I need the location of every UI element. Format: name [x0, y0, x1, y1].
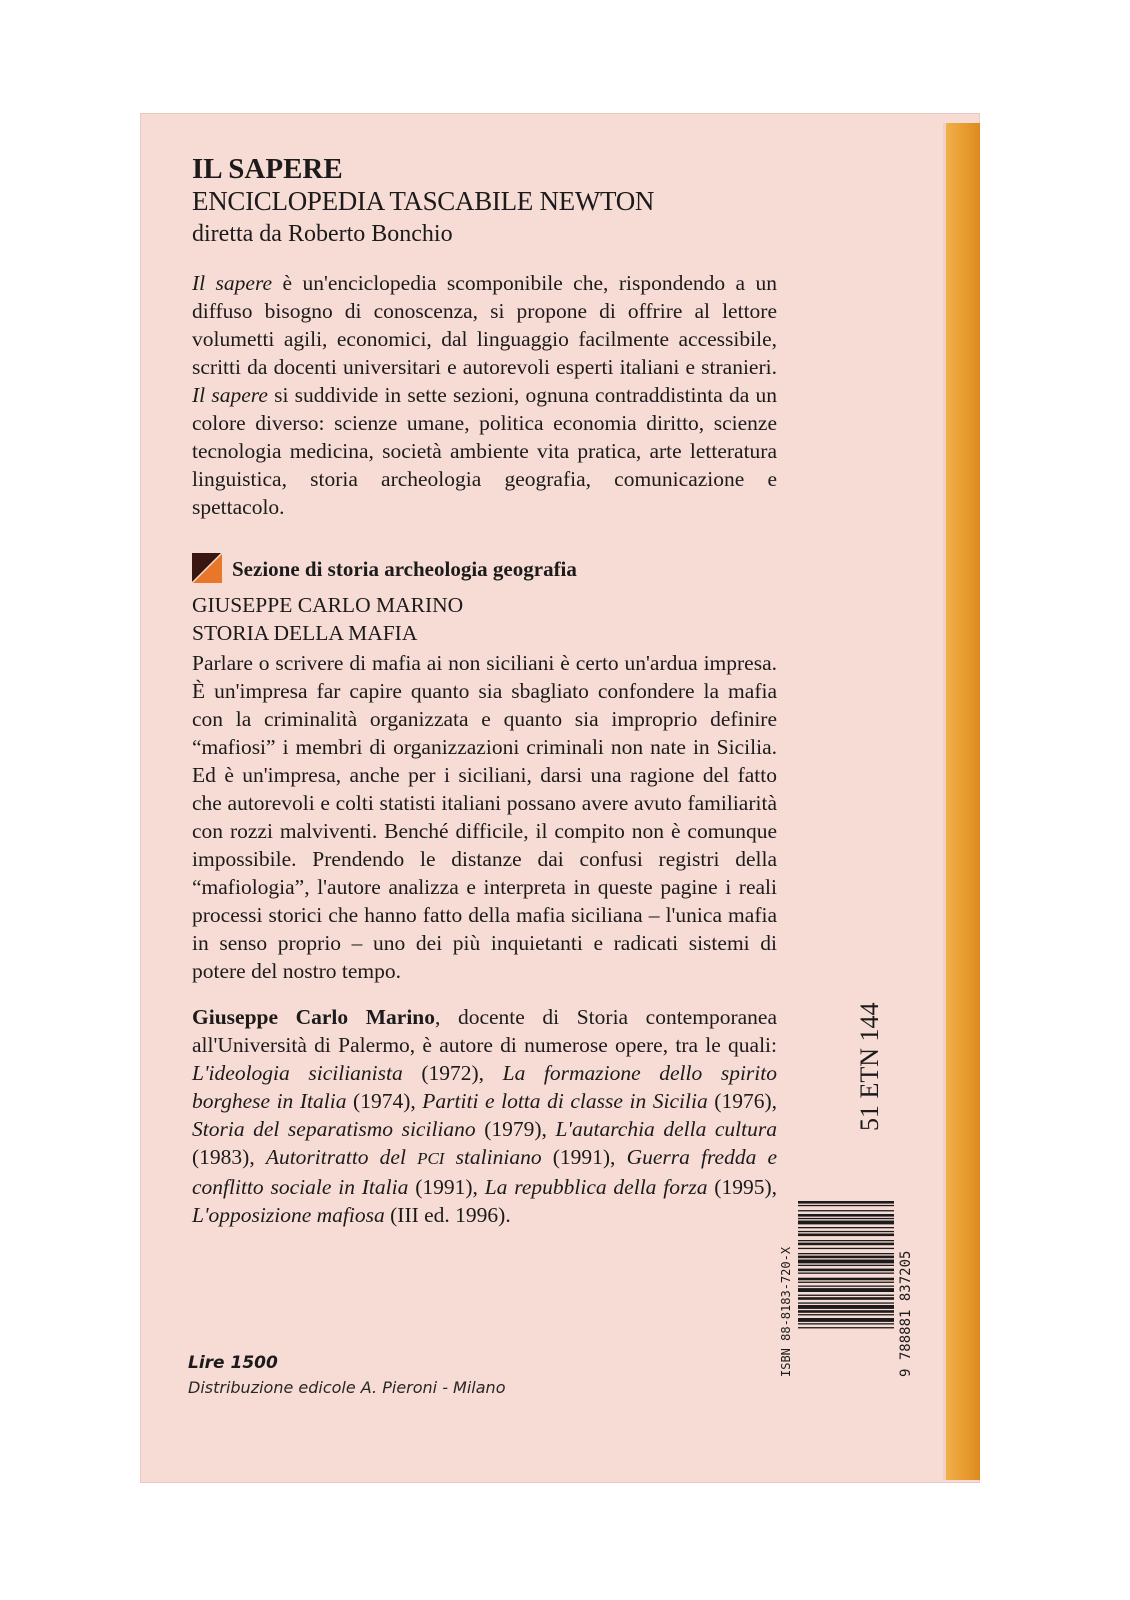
barcode-bar — [798, 1310, 894, 1313]
intro-text-1: è un'enciclopedia scomponibile che, rispondendo a un diffuso bisogno di conoscenza, si propone di offrire al lettore volumetti agili, economici, dal linguaggio facilmente accessibile, scritti da docenti universitari e autorevoli esperti italiani e stranieri. — [192, 271, 778, 379]
intro-second-italic: Il sapere — [192, 383, 268, 407]
section-label: Sezione di storia archeologia geografia — [232, 557, 577, 581]
barcode-bar — [798, 1243, 894, 1246]
bio-work-title: L'ideologia sicilianista — [192, 1061, 403, 1085]
bio-intro: , docente di Storia contemporanea all'Università di Palermo, è autore di numerose opere, tra le quali: — [192, 1005, 777, 1057]
bio-work-title: Autoritratto del — [265, 1145, 406, 1169]
barcode-bar — [798, 1314, 894, 1315]
bio-work-year: (III ed. 1996). — [384, 1203, 511, 1227]
section-heading — [192, 547, 777, 583]
barcode-bar — [798, 1234, 894, 1237]
bio-work-title-smallcaps: PCI — [417, 1149, 445, 1168]
book-back-cover — [140, 113, 980, 1483]
barcode-bar — [798, 1248, 894, 1249]
barcode-bar — [798, 1318, 894, 1322]
bio-work-title: staliniano — [455, 1145, 542, 1169]
barcode-bars — [798, 1201, 894, 1328]
bio-work-title: Guerra fredda e conflitto sociale in Italia — [192, 1145, 777, 1199]
barcode-bar — [798, 1205, 894, 1206]
intro-text-2: si suddivide in sette sezioni, ognuna contraddistinta da un colore diverso: scienze umane, politica economia diritto, scienze tecnologia medicina, società ambiente vita pratica, arte letteratura linguistica, storia archeologia geografia, comunicazione e spettacolo. — [192, 383, 778, 519]
barcode-digits: 9 788881 837205 — [898, 1250, 914, 1377]
barcode-bar — [798, 1278, 894, 1281]
bio-work-year: (1976), — [707, 1089, 777, 1113]
barcode-bar — [798, 1265, 894, 1266]
bio-work-year: (1991), — [408, 1175, 485, 1199]
intro-lead-italic: Il sapere — [192, 271, 273, 295]
barcode-bar — [798, 1305, 894, 1309]
spine-code-text: 51 ETN 144 — [855, 1002, 884, 1131]
book-description: Parlare o scrivere di mafia ai non siciliani è certo un'ardua impresa. È un'impresa far capire quanto sia sbagliato confondere la mafia con la criminalità organizzata e quanto sia improprio definire “mafiosi” i membri di organizzazioni criminali non nate in Sicilia. Ed è un'impresa, anche per i siciliani, darsi una ragione del fatto che autorevoli e colti statisti italiani possano avere avuto familiarità con rozzi malviventi. Benché difficile, il compito non è comunque impossibile. Prendendo le distanze dai confusi registri della “mafiologia”, l'autore analizza e interpreta in queste pagine i reali processi storici che hanno fatto della mafia siciliana – l'unica mafia in senso proprio – uno dei più inquietanti e radicati sistemi di potere del nostro tempo. — [192, 651, 777, 983]
cover-text — [192, 153, 777, 1229]
barcode-bar — [798, 1288, 894, 1292]
price: Lire 1500 — [188, 1353, 278, 1373]
bio-author-name: Giuseppe Carlo Marino — [192, 1005, 436, 1029]
book-author: GIUSEPPE CARLO MARINO — [192, 593, 464, 617]
barcode-bar — [798, 1286, 894, 1287]
series-intro — [192, 269, 777, 521]
barcode-bar — [798, 1227, 894, 1228]
section-color-square-icon — [192, 553, 222, 583]
barcode-bar — [798, 1253, 894, 1254]
orange-spine — [946, 123, 980, 1480]
bio-work-title: La formazione dello spirito borghese in Italia — [192, 1061, 777, 1113]
barcode-bar — [798, 1282, 894, 1283]
barcode-bar — [798, 1273, 894, 1274]
isbn-barcode — [772, 1199, 912, 1381]
barcode-bar — [798, 1260, 894, 1264]
bio-work-year: (1974), — [346, 1089, 423, 1113]
distribution-note: Distribuzione edicole A. Pieroni - Milano — [188, 1378, 506, 1397]
barcode-bar — [798, 1256, 894, 1259]
barcode-bar — [798, 1221, 894, 1225]
series-title: IL SAPERE — [192, 153, 343, 185]
bio-work-year: (1995), — [707, 1175, 777, 1199]
isbn-text: ISBN 88-8183-720-X — [779, 1246, 793, 1377]
barcode-bar — [798, 1323, 894, 1324]
barcode-bar — [798, 1201, 894, 1204]
barcode-bar — [798, 1214, 894, 1217]
spine-code — [832, 1002, 902, 1133]
bio-work-year: (1991), — [541, 1145, 627, 1169]
series-director: diretta da Roberto Bonchio — [192, 221, 453, 247]
barcode-bar — [798, 1210, 894, 1211]
bio-work-year: (1983), — [192, 1145, 266, 1169]
author-bio — [192, 1003, 777, 1229]
book-title: STORIA DELLA MAFIA — [192, 621, 418, 645]
series-subtitle: ENCICLOPEDIA TASCABILE NEWTON — [192, 186, 655, 216]
bio-work-title: L'autarchia della cultura — [555, 1117, 777, 1141]
barcode-bar — [798, 1295, 894, 1296]
bio-work-year: (1972), — [402, 1061, 503, 1085]
bio-work-title: Storia del separatismo siciliano — [192, 1117, 476, 1141]
barcode-bar — [798, 1269, 894, 1272]
barcode-bar — [798, 1218, 894, 1219]
barcode-bar — [798, 1297, 894, 1300]
bio-work-title: Partiti e lotta di classe in Sicilia — [422, 1089, 708, 1113]
barcode-bar — [798, 1302, 894, 1303]
barcode-bar — [798, 1240, 894, 1241]
bio-work-title: L'opposizione mafiosa — [192, 1203, 385, 1227]
barcode-bar — [798, 1327, 894, 1328]
bio-work-title: La repubblica della forza — [484, 1175, 708, 1199]
bio-work-year: (1979), — [475, 1117, 556, 1141]
barcode-bar — [798, 1231, 894, 1232]
